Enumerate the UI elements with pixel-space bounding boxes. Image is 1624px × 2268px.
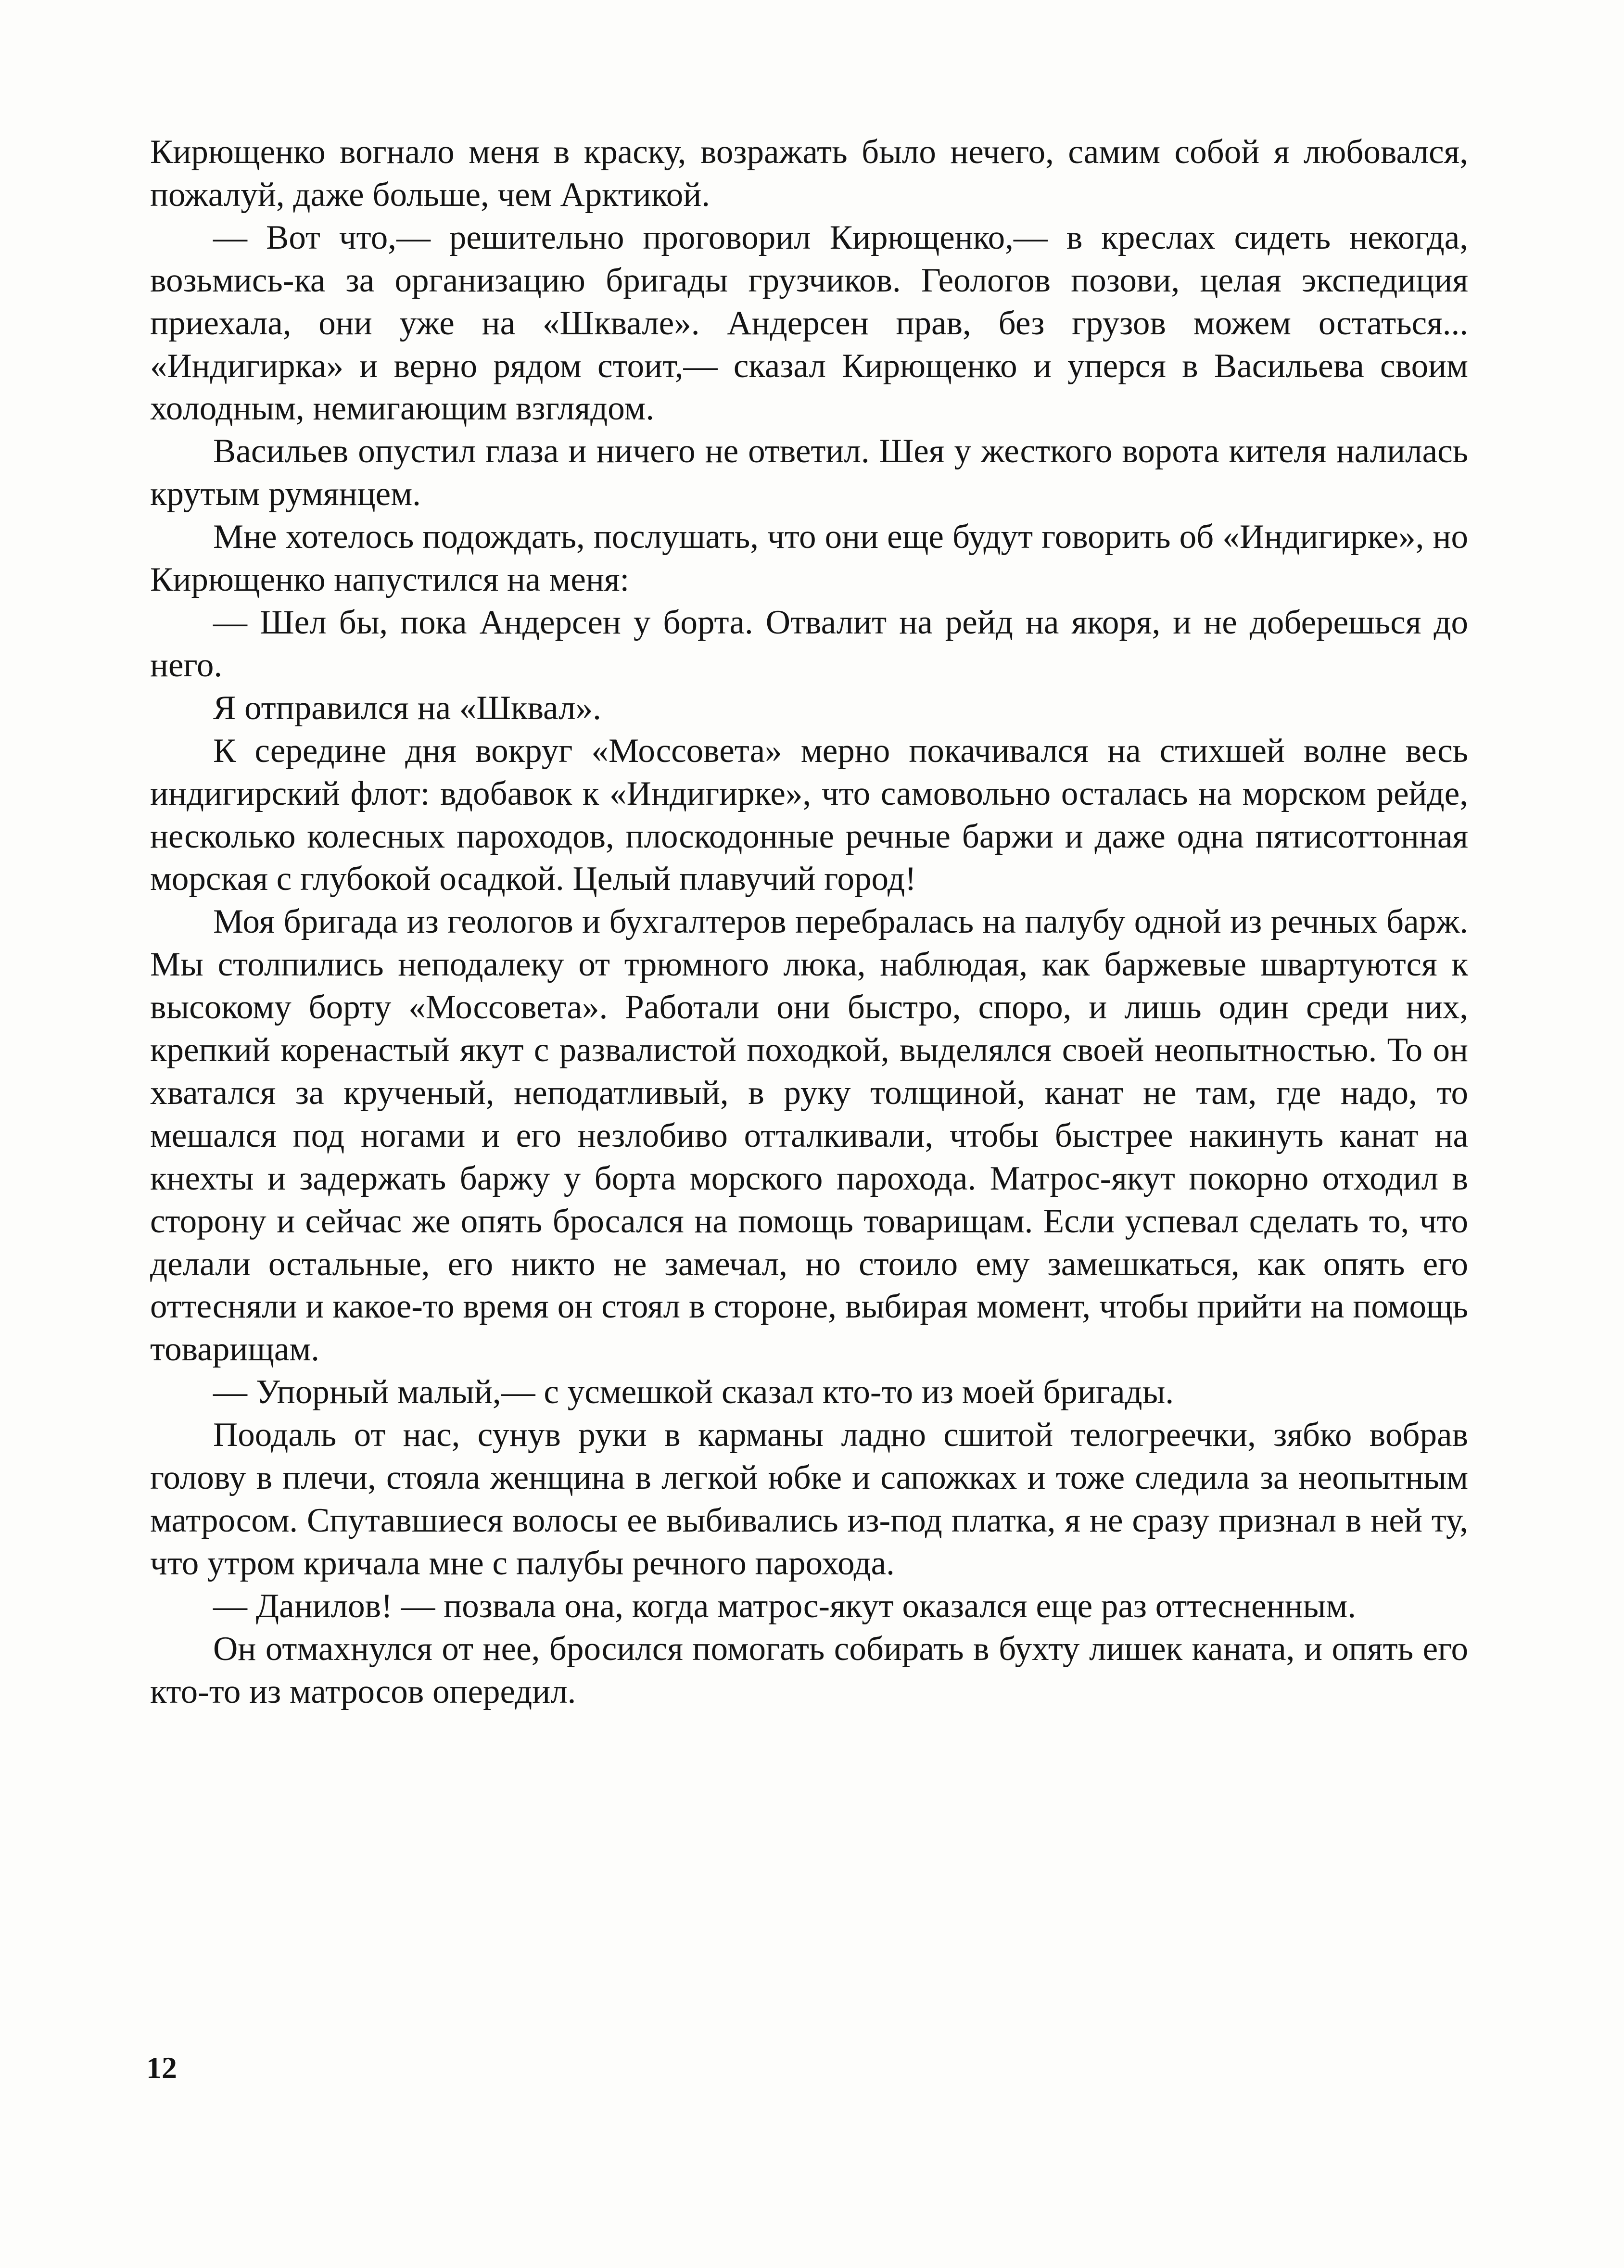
paragraph-9: — Упорный малый,— с усмешкой сказал кто-то из моей бригады. bbox=[213, 1373, 1174, 1411]
paragraph-10: Поодаль от нас, сунув руки в карманы ладно сшитой телогреечки, зябко вобрав голову в плечи, стояла женщина в легкой юбке и сапожках и тоже следила за неопытным матросом. Спутавшиеся волосы ее выбивались из-под платка, я не сразу признал в ней ту, что утром кричала мне с палубы речного парохода. bbox=[150, 1416, 1468, 1582]
body-text bbox=[150, 131, 1468, 1713]
page-number: 12 bbox=[146, 2051, 177, 2085]
paragraph-11: — Данилов! — позвала она, когда матрос-якут оказался еще раз оттесненным. bbox=[213, 1587, 1357, 1625]
paragraph-12: Он отмахнулся от нее, бросился помогать собирать в бухту лишек каната, и опять его кто-то из матросов опередил. bbox=[150, 1630, 1468, 1711]
paragraph-5: — Шел бы, пока Андерсен у борта. Отвалит на рейд на якоря, и не доберешься до него. bbox=[150, 603, 1468, 684]
paragraph-6: Я отправился на «Шквал». bbox=[213, 689, 601, 727]
paragraph-1: Кирющенко вогнало меня в краску, возражать было нечего, самим собой я любовался, пожалуй, даже больше, чем Арктикой. bbox=[150, 133, 1468, 214]
paragraph-8: Моя бригада из геологов и бухгалтеров перебралась на палубу одной из речных барж. Мы столпились неподалеку от трюмного люка, наблюдая, как баржевые швартуются к высокому борту «Моссовета». Работали они быстро, споро, и лишь один среди них, крепкий коренастый якут с развалистой походкой, выделялся своей неопытностью. То он хватался за крученый, неподатливый, в руку толщиной, канат не там, где надо, то мешался под ногами и его незлобиво отталкивали, чтобы быстрее накинуть канат на кнехты и задержать баржу у борта морского парохода. Матрос-якут покорно отходил в сторону и сейчас же опять бросался на помощь товарищам. Если успевал сделать то, что делали остальные, его никто не замечал, но стоило ему замешкаться, как опять его оттесняли и какое-то время он стоял в стороне, выбирая момент, чтобы прийти на помощь товарищам. bbox=[150, 903, 1468, 1368]
paragraph-3: Васильев опустил глаза и ничего не ответил. Шея у жесткого ворота кителя налилась крутым румянцем. bbox=[150, 432, 1468, 513]
paragraph-7: К середине дня вокруг «Моссовета» мерно покачивался на стихшей волне весь индигирский флот: вдобавок к «Индигирке», что самовольно осталась на морском рейде, несколько колесных пароходов, плоскодонные речные баржи и даже одна пятисоттонная морская с глубокой осадкой. Целый плавучий город! bbox=[150, 732, 1468, 898]
paragraph-4: Мне хотелось подождать, послушать, что они еще будут говорить об «Индигирке», но Кирющенко напустился на меня: bbox=[150, 518, 1468, 599]
paragraph-2: — Вот что,— решительно проговорил Кирющенко,— в креслах сидеть некогда, возьмись-ка за организацию бригады грузчиков. Геологов позови, целая экспедиция приехала, они уже на «Шквале». Андерсен прав, без грузов можем остаться... «Индигирка» и верно рядом стоит,— сказал Кирющенко и уперся в Васильева своим холодным, немигающим взглядом. bbox=[150, 218, 1468, 428]
